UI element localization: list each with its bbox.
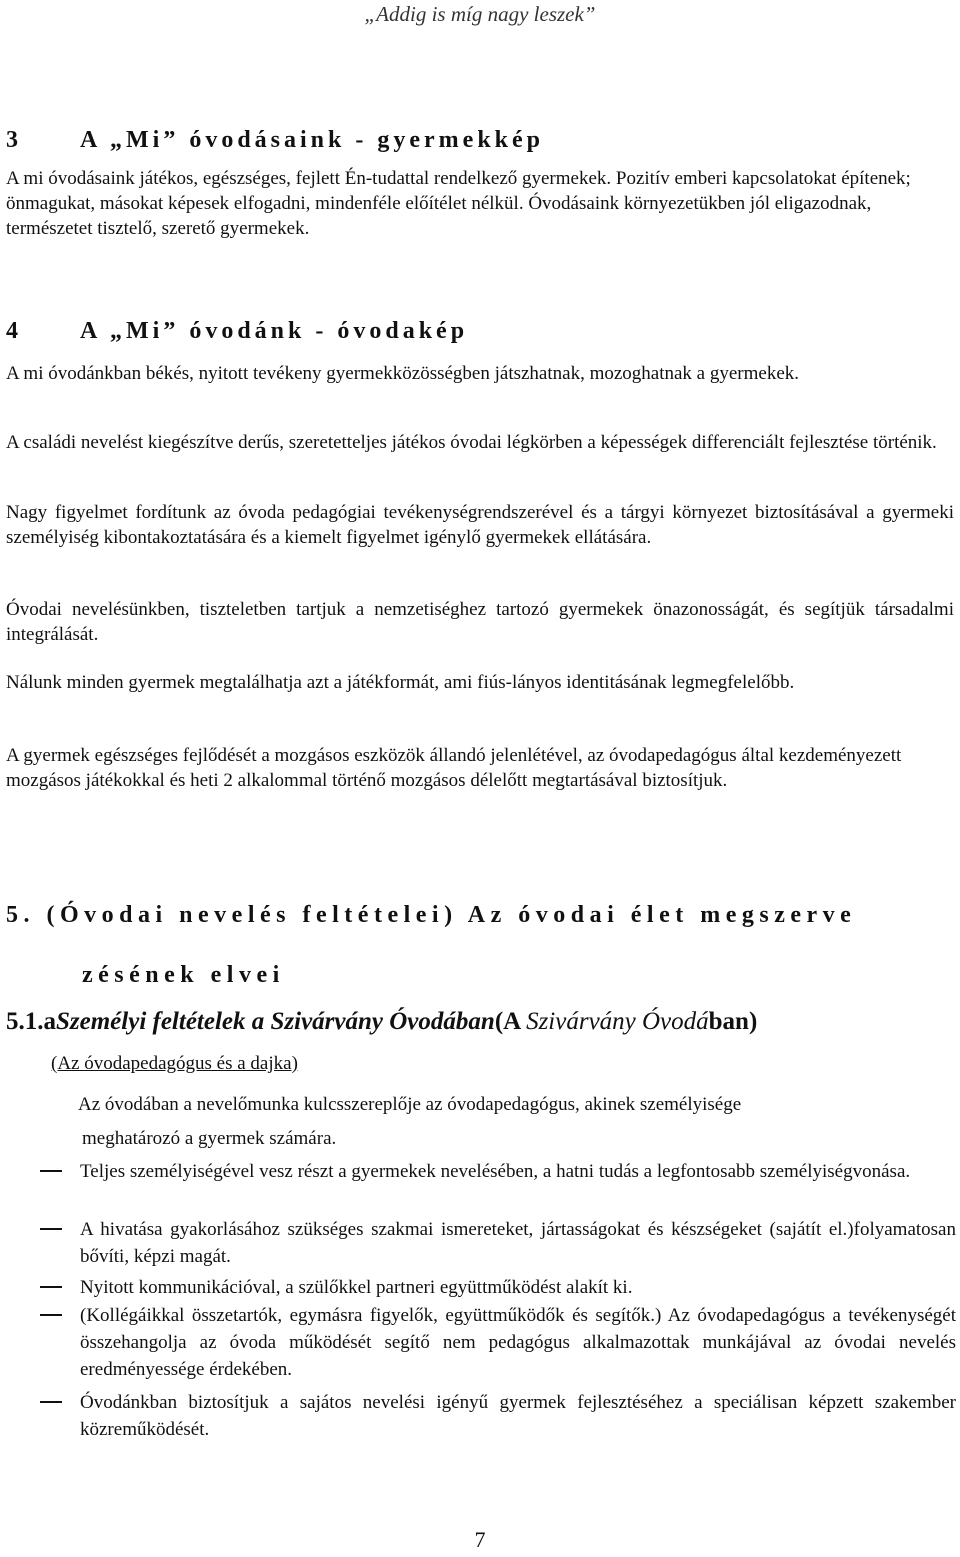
section-3-title: A „Mi” óvodásaink - gyermekkép (80, 127, 545, 153)
list-item-text: Óvodánkban biztosítjuk a sajátos nevelési igényű gyermek fejlesztéséhez a speciálisan képzett szakember közreműködését. (80, 1392, 956, 1440)
list-item-text: (Kollégáikkal összetartók, egymásra figyelők, együttműködők és segítők.) Az óvodapedagógus a tevékenységét összehangolja az óvoda működését segítő nem pedagógus alkalmazottak munkájával az óvodai nevelés eredményessége érdekében. (80, 1305, 956, 1380)
intro-line-1: Az óvodában a nevelőmunka kulcsszereplője az óvodapedagógus, akinek személyisége (78, 1094, 742, 1115)
dash-bullet-icon (40, 1401, 62, 1403)
dash-bullet-icon (40, 1228, 62, 1230)
section-3-number: 3 (6, 127, 18, 153)
subsection-5-1-a-heading (6, 1008, 757, 1036)
section-4-paragraph-1: A mi óvodánkban békés, nyitott tevékeny gyermekközösségben játszhatnak, mozoghatnak a gyermekek. (6, 363, 800, 384)
subsection-paren-close: ban) (708, 1008, 758, 1035)
section-4-paragraph-3: Nagy figyelmet fordítunk az óvoda pedagógiai tevékenységrendszerével és a tárgyi környezet biztosításával a gyermeki személyiség kibontakoztatására és a kiemelt figyelmet igénylő gyermekek ellátására. (6, 502, 954, 548)
dash-bullet-icon (40, 1286, 62, 1288)
section-4-number: 4 (6, 318, 18, 344)
dash-bullet-icon (40, 1314, 62, 1316)
section-4-paragraph-5: Nálunk minden gyermek megtalálhatja azt a játékformát, ami fiús-lányos identitásának legmegfelelőbb. (6, 672, 795, 693)
subsection-title: Személyi feltételek a Szivárvány Óvodában (56, 1008, 495, 1035)
section-5-heading-line-1: 5. (Óvodai nevelés feltételei) Az óvodai élet megszerve (6, 902, 857, 928)
section-3-heading (6, 127, 544, 154)
subsection-number: 5.1.a (6, 1008, 56, 1035)
list-item-text: A hivatása gyakorlásához szükséges szakmai ismereteket, jártasságokat és készségeket (sajátít el.)folyamatosan bővíti, képzi magát. (80, 1219, 956, 1267)
section-4-paragraph-4: Óvodai nevelésünkben, tiszteletben tartjuk a nemzetiséghez tartozó gyermekek önazonosságát, és segítjük társadalmi integrálását. (6, 599, 954, 645)
list-item-text: Nyitott kommunikációval, a szülőkkel partneri együttműködést alakít ki. (80, 1277, 633, 1298)
section-4-title: A „Mi” óvodánk - óvodakép (80, 318, 469, 344)
subsection-paren-italic: Szivárvány Óvodá (526, 1008, 709, 1035)
subsection-paren-open: (A (494, 1008, 527, 1035)
underlined-subtitle: (Az óvodapedagógus és a dajka) (51, 1053, 298, 1074)
section-4-heading (6, 318, 468, 345)
section-5-heading-line-2: zésének elvei (82, 962, 285, 988)
intro-paragraph (78, 1088, 956, 1156)
running-header: „Addig is míg nagy leszek” (364, 2, 596, 26)
list-item-text: Teljes személyiségével vesz részt a gyermekek nevelésében, a hatni tudás a legfontosabb személyiségvonása. (80, 1161, 911, 1182)
section-4-paragraph-6: A gyermek egészséges fejlődését a mozgásos eszközök állandó jelenlétével, az óvodapedagógus által kezdeményezett mozgásos játékokkal és heti 2 alkalommal történő mozgásos délelőtt megtartásával biztosítjuk. (6, 745, 902, 791)
section-4-paragraph-2: A családi nevelést kiegészítve derűs, szeretetteljes játékos óvodai légkörben a képességek differenciált fejlesztése történik. (6, 432, 937, 453)
page-number: 7 (474, 1527, 486, 1552)
intro-line-2: meghatározó a gyermek számára. (82, 1128, 337, 1149)
dash-bullet-icon (40, 1170, 62, 1172)
section-3-paragraph: A mi óvodásaink játékos, egészséges, fejlett Én-tudattal rendelkező gyermekek. Pozitív emberi kapcsolatokat építenek; önmagukat, másokat képesek elfogadni, mindenféle előítélet nélkül. Óvodásaink környezetükben jól eligazodnak, természetet tisztelő, szerető gyermekek. (6, 168, 911, 239)
